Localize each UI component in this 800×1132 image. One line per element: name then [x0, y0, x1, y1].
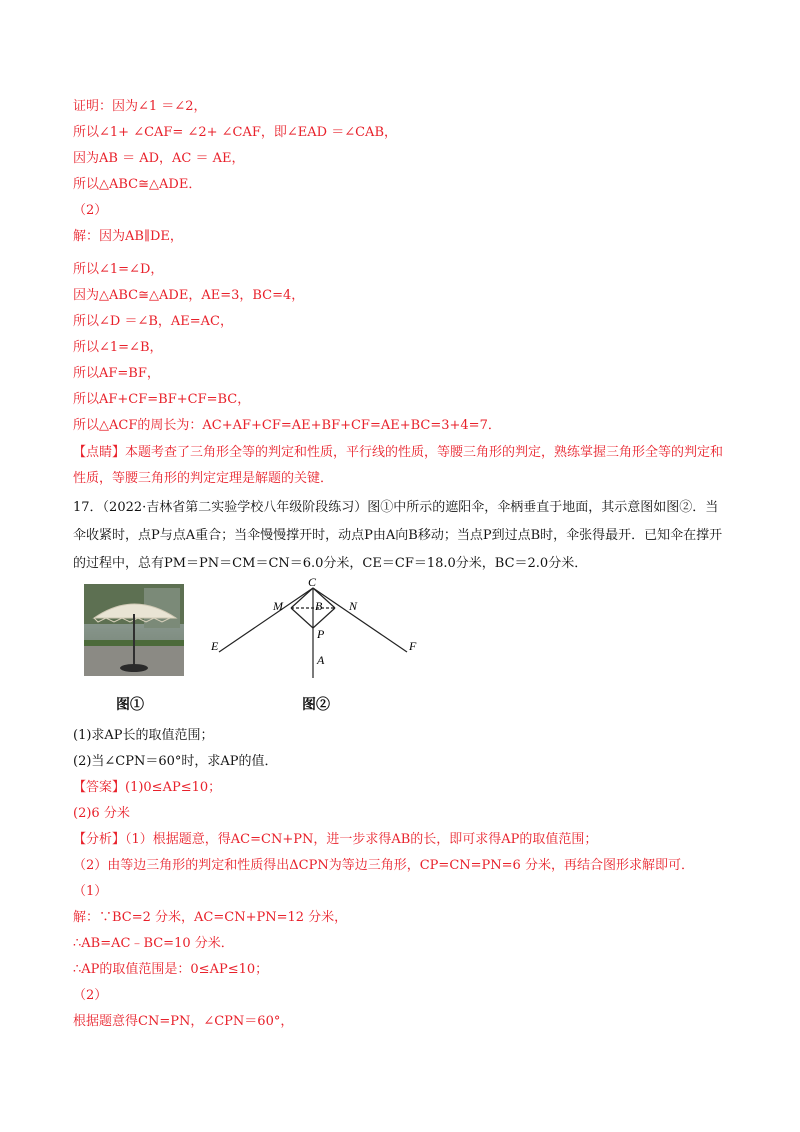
solution-line: 所以∠1=∠D， [73, 262, 164, 277]
answer-line: 【答案】(1)0≤AP≤10； [73, 780, 222, 795]
solution-line: 所以AF+CF=BF+CF=BC， [73, 392, 251, 407]
question-1: (1)求AP长的取值范围； [73, 728, 214, 743]
label-b: B [315, 599, 323, 613]
figure2-caption: 图② [302, 697, 330, 713]
part-label: （1） [73, 884, 108, 899]
analysis-line: （2）由等边三角形的判定和性质得出ΔCPN为等边三角形，CP=CN=PN=6 分米，再结合图形求解即可． [73, 858, 694, 873]
label-c: C [308, 575, 317, 589]
proof-line: 所以∠1+ ∠CAF= ∠2+ ∠CAF，即∠EAD ＝∠CAB， [73, 125, 398, 140]
umbrella-diagram [205, 574, 435, 679]
proof-line: 所以△ABC≅△ADE． [73, 177, 202, 192]
figure1-photo [84, 584, 184, 676]
solution-line: 解：因为AB∥DE， [73, 229, 183, 244]
proof-line: 证明：因为∠1 ＝∠2， [73, 99, 207, 114]
solution-line: 解：∵BC=2 分米，AC=CN+PN=12 分米， [73, 910, 348, 925]
label-m: M [273, 599, 283, 613]
label-f: F [409, 639, 417, 653]
answer-line: (2)6 分米 [73, 806, 130, 821]
part-label: （2） [73, 988, 108, 1003]
solution-line: 根据题意得CN=PN，∠CPN＝60°， [73, 1014, 294, 1029]
label-a: A [317, 653, 325, 667]
solution-line: 所以AF=BF， [73, 366, 160, 381]
question-2: (2)当∠CPN＝60°时，求AP的值． [73, 754, 278, 769]
analysis-line: 【分析】（1）根据题意，得AC=CN+PN，进一步求得AB的长，即可求得AP的取值范围； [73, 832, 598, 847]
figure2-diagram [205, 574, 435, 679]
solution-line: 因为△ABC≅△ADE，AE=3，BC=4， [73, 288, 305, 303]
label-e: E [211, 639, 219, 653]
solution-line: 所以∠1=∠B， [73, 340, 163, 355]
solution-line: 所以△ACF的周长为：AC+AF+CF=AE+BF+CF=AE+BC=3+4=7． [73, 418, 501, 433]
comment-paragraph: 【点睛】本题考查了三角形全等的判定和性质，平行线的性质，等腰三角形的判定，熟练掌握三角形全等的判定和性质，等腰三角形的判定定理是解题的关键． [73, 445, 724, 486]
proof-line: 因为AB ＝ AD，AC ＝ AE， [73, 151, 245, 166]
part-label: （2） [73, 203, 108, 218]
parasol-photo-image [84, 584, 184, 676]
solution-line: ∴AB=AC﹣BC=10 分米． [73, 936, 234, 951]
label-n: N [349, 599, 358, 613]
solution-line: ∴AP的取值范围是：0≤AP≤10； [73, 962, 269, 977]
figure1-caption: 图① [116, 697, 144, 713]
problem-statement: 17．（2022·吉林省第二实验学校八年级阶段练习）图①中所示的遮阳伞，伞柄垂直于地面，其示意图如图②．当伞收紧时，点P与点A重合；当伞慢慢撑开时，动点P由A向B移动；当点P到过点B时，伞张得最开．已知伞在撑开的过程中，总有PM＝PN＝CM＝CN＝6.0分米，CE＝CF＝18.0分米，BC＝2.0分米． [73, 500, 723, 571]
label-p: P [317, 627, 325, 641]
solution-line: 所以∠D ＝∠B，AE=AC， [73, 314, 233, 329]
